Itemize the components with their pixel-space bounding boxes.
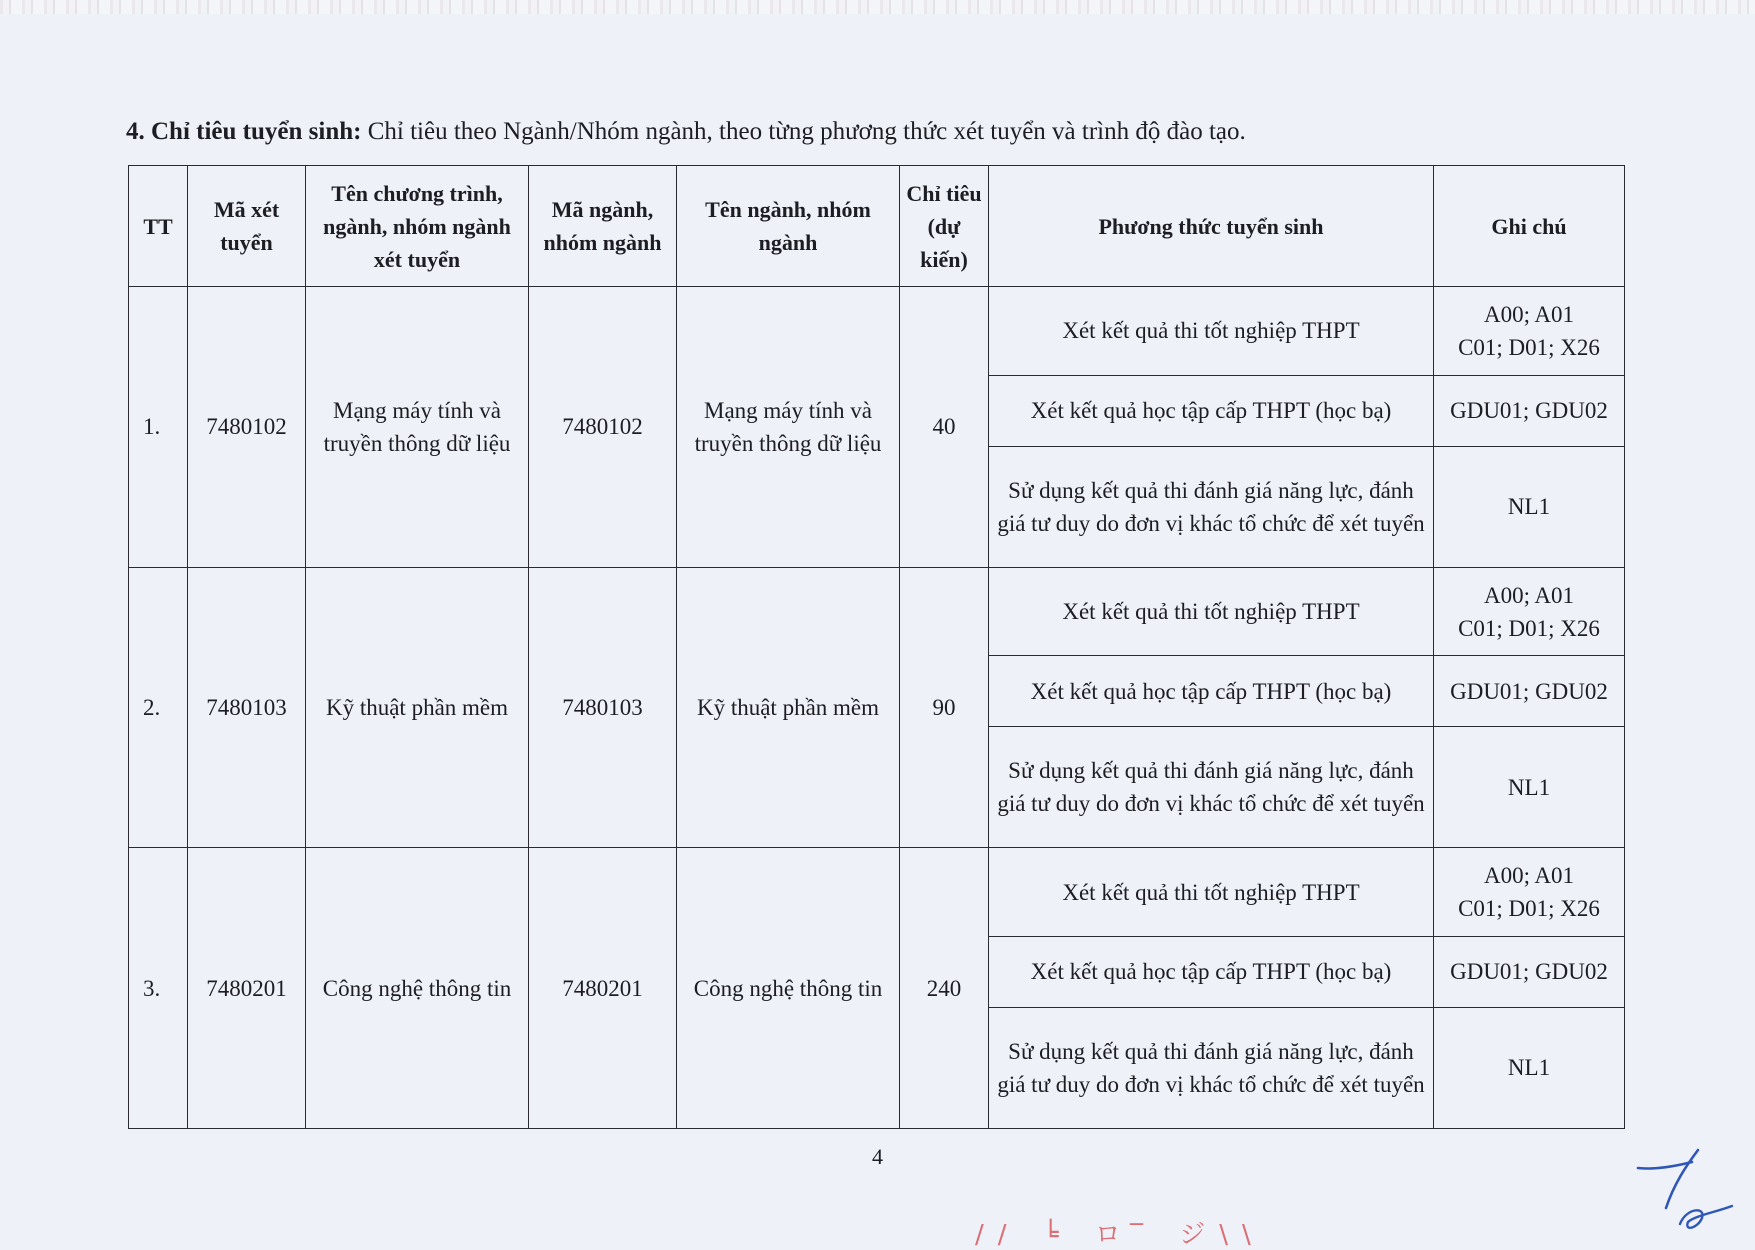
note-line: A00; A01: [1483, 863, 1575, 889]
handwritten-initials: [1636, 1148, 1736, 1238]
scan-top-edge: [0, 0, 1755, 14]
cell-phuong-thuc: Xét kết quả thi tốt nghiệp THPT: [989, 567, 1434, 656]
cell-phuong-thuc: Xét kết quả học tập cấp THPT (học bạ): [989, 656, 1434, 727]
table-header-row: [129, 166, 1625, 287]
cell-ghi-chu: [1434, 848, 1625, 937]
cell-ghi-chu: GDU01; GDU02: [1434, 375, 1625, 446]
note-line: C01; D01; X26: [1458, 896, 1600, 922]
section-heading-text: Chỉ tiêu theo Ngành/Nhóm ngành, theo từng phương thức xét tuyển và trình độ đào tạo.: [361, 118, 1246, 145]
cell-ten-nganh: Mạng máy tính và truyền thông dữ liệu: [677, 287, 900, 568]
cell-ma-xet-tuyen: 7480201: [188, 848, 306, 1129]
header-ma-nganh: Mã ngành, nhóm ngành: [529, 166, 677, 287]
cell-ma-xet-tuyen: 7480103: [188, 567, 306, 848]
cell-ma-nganh: 7480102: [529, 287, 677, 568]
cell-chi-tieu: 240: [900, 848, 989, 1129]
cell-ten-nganh: Kỹ thuật phần mềm: [677, 567, 900, 848]
cell-ten-chuong-trinh: Mạng máy tính và truyền thông dữ liệu: [306, 287, 529, 568]
header-ghi-chu: Ghi chú: [1434, 166, 1625, 287]
cell-ghi-chu: [1434, 287, 1625, 376]
red-stamp-edge: // ╘ ロ ̅ ジ\\: [975, 1220, 1265, 1250]
header-ten-chuong-trinh: Tên chương trình, ngành, nhóm ngành xét tuyển: [306, 166, 529, 287]
cell-ghi-chu: [1434, 567, 1625, 656]
cell-phuong-thuc: Xét kết quả học tập cấp THPT (học bạ): [989, 375, 1434, 446]
cell-chi-tieu: 40: [900, 287, 989, 568]
cell-phuong-thuc: Sử dụng kết quả thi đánh giá năng lực, đánh giá tư duy do đơn vị khác tổ chức để xét tuyển: [989, 1007, 1434, 1128]
admission-quota-table: [128, 165, 1625, 1129]
cell-phuong-thuc: Sử dụng kết quả thi đánh giá năng lực, đánh giá tư duy do đơn vị khác tổ chức để xét tuyển: [989, 727, 1434, 848]
cell-tt: 3.: [129, 848, 188, 1129]
page-number: 4: [872, 1144, 883, 1169]
note-line: C01; D01; X26: [1458, 334, 1600, 360]
header-tt: TT: [129, 166, 188, 287]
cell-ten-chuong-trinh: Công nghệ thông tin: [306, 848, 529, 1129]
cell-phuong-thuc: Sử dụng kết quả thi đánh giá năng lực, đánh giá tư duy do đơn vị khác tổ chức để xét tuyển: [989, 446, 1434, 567]
cell-ghi-chu: GDU01; GDU02: [1434, 656, 1625, 727]
note-line: A00; A01: [1483, 582, 1575, 608]
section-heading: [126, 117, 1246, 147]
cell-ghi-chu: NL1: [1434, 1007, 1625, 1128]
header-ten-nganh: Tên ngành, nhóm ngành: [677, 166, 900, 287]
section-heading-label: 4. Chỉ tiêu tuyển sinh:: [126, 118, 362, 145]
cell-ma-nganh: 7480201: [529, 848, 677, 1129]
cell-tt: 1.: [129, 287, 188, 568]
cell-phuong-thuc: Xét kết quả thi tốt nghiệp THPT: [989, 848, 1434, 937]
header-phuong-thuc: Phương thức tuyển sinh: [989, 166, 1434, 287]
cell-tt: 2.: [129, 567, 188, 848]
table-row: [129, 567, 1625, 656]
cell-ma-xet-tuyen: 7480102: [188, 287, 306, 568]
header-ma-xet-tuyen: Mã xét tuyển: [188, 166, 306, 287]
note-line: C01; D01; X26: [1458, 615, 1600, 641]
header-chi-tieu: Chỉ tiêu (dự kiến): [900, 166, 989, 287]
table-row: [129, 848, 1625, 937]
cell-ghi-chu: GDU01; GDU02: [1434, 937, 1625, 1008]
cell-ma-nganh: 7480103: [529, 567, 677, 848]
table-row: [129, 287, 1625, 376]
cell-phuong-thuc: Xét kết quả thi tốt nghiệp THPT: [989, 287, 1434, 376]
cell-ten-chuong-trinh: Kỹ thuật phần mềm: [306, 567, 529, 848]
cell-chi-tieu: 90: [900, 567, 989, 848]
cell-ghi-chu: NL1: [1434, 727, 1625, 848]
note-line: A00; A01: [1483, 301, 1575, 327]
cell-phuong-thuc: Xét kết quả học tập cấp THPT (học bạ): [989, 937, 1434, 1008]
cell-ghi-chu: NL1: [1434, 446, 1625, 567]
cell-ten-nganh: Công nghệ thông tin: [677, 848, 900, 1129]
